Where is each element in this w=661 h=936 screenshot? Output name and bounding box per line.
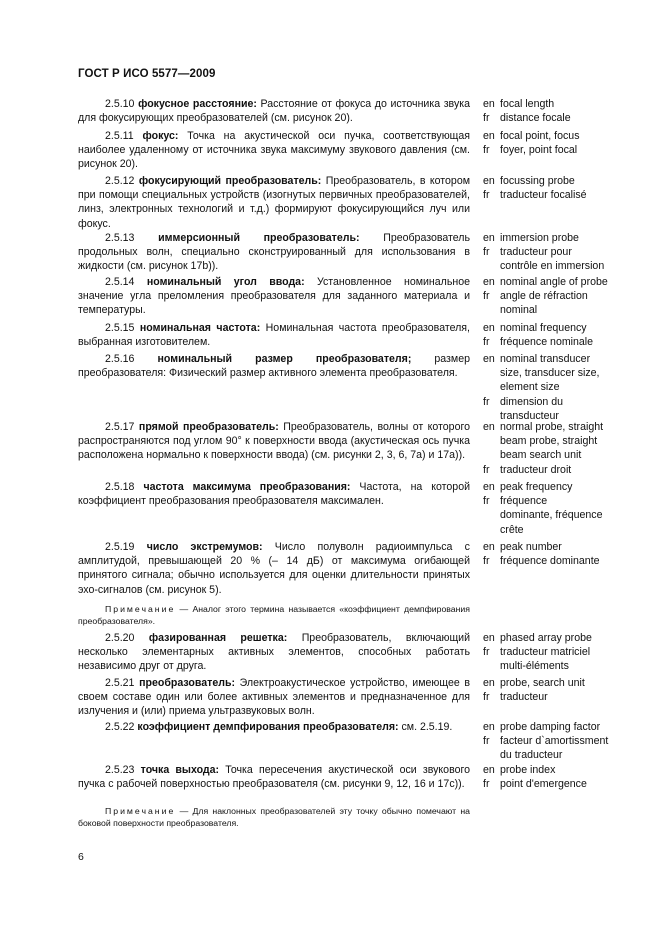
translation-line — [483, 245, 628, 259]
translation-text: traducteur pour — [500, 246, 572, 259]
term-number: 2.5.14 — [105, 276, 135, 288]
language-code — [483, 523, 500, 537]
term-definition-text: Преобразователь продольных волн, специально сконструированный для использования в жидкости (см. рисунок 17b)). — [78, 232, 470, 273]
term-translations — [483, 763, 628, 791]
term-translations — [483, 676, 628, 704]
term-translations — [483, 231, 628, 274]
language-code — [483, 303, 500, 317]
term-title: номинальный угол ввода: — [146, 276, 305, 288]
term-number: 2.5.22 — [105, 721, 135, 733]
term-definition — [78, 352, 470, 380]
translation-text: peak frequency — [500, 481, 573, 493]
term-definition — [78, 631, 470, 674]
translation-text: traducteur focalisé — [500, 189, 587, 202]
term-title: точка выхода: — [140, 764, 220, 776]
language-code: en — [483, 353, 495, 365]
term-title: фокусное расстояние: — [138, 98, 257, 110]
language-code: fr — [483, 691, 490, 704]
translation-line — [483, 434, 628, 448]
term-definition — [78, 420, 470, 463]
language-code: en — [483, 764, 495, 776]
term-definition — [78, 480, 470, 508]
language-code: fr — [483, 735, 490, 748]
term-definition-text: см. 2.5.19. — [401, 721, 453, 733]
translation-text: phased array probe — [500, 632, 592, 644]
term-number: 2.5.10 — [105, 98, 135, 110]
translation-line — [483, 494, 628, 508]
language-code: en — [483, 98, 495, 110]
translation-line — [483, 448, 628, 462]
translation-line — [483, 352, 628, 366]
translation-line — [483, 395, 628, 409]
term-definition — [78, 275, 470, 318]
note-2-5-23 — [78, 805, 470, 829]
term-number: 2.5.20 — [105, 632, 135, 644]
term-translations — [483, 97, 628, 125]
term-definition — [78, 763, 470, 791]
translation-line — [483, 420, 628, 434]
term-translations — [483, 129, 628, 157]
translation-line — [483, 676, 628, 690]
translation-text: beam search unit — [500, 449, 582, 462]
translation-line — [483, 289, 628, 303]
translation-line — [483, 540, 628, 554]
term-number: 2.5.19 — [105, 541, 135, 553]
translation-line — [483, 188, 628, 202]
note-label: Примечание — [105, 604, 176, 614]
translation-text: fréquence nominale — [500, 336, 594, 349]
language-code: fr — [483, 555, 490, 568]
translation-text: normal probe, straight — [500, 421, 604, 433]
language-code: en — [483, 481, 495, 493]
translation-text: foyer, point focal — [500, 144, 578, 157]
translation-line — [483, 748, 628, 762]
language-code: en — [483, 130, 495, 142]
translation-line — [483, 129, 628, 143]
translation-text: focussing probe — [500, 175, 575, 187]
translation-text: dominante, fréquence — [500, 509, 603, 522]
term-definition — [78, 97, 470, 125]
translation-text: peak number — [500, 541, 562, 553]
translation-line — [483, 97, 628, 111]
translation-line — [483, 720, 628, 734]
translation-text: traducteur — [500, 691, 548, 704]
term-definition — [78, 676, 470, 719]
language-code: fr — [483, 336, 490, 349]
translation-text: probe index — [500, 764, 556, 776]
term-definition-text: Частота, на которой коэффициент преобразования преобразователя максимален. — [78, 481, 471, 508]
term-translations — [483, 720, 628, 763]
language-code: en — [483, 632, 495, 644]
translation-text: probe, search unit — [500, 677, 585, 689]
translation-line — [483, 111, 628, 125]
term-definition-text: Преобразователь, в котором при помощи специальных устройств (изогнутых первичных преобразователей, линз, электронных технологий и т.д.) формируют фокусирующийся луч или фокус. — [78, 175, 470, 230]
term-number: 2.5.17 — [105, 421, 135, 433]
language-code: en — [483, 541, 495, 553]
term-title: прямой преобразователь: — [138, 421, 279, 433]
translation-line — [483, 143, 628, 157]
translation-line — [483, 508, 628, 522]
translation-line — [483, 631, 628, 645]
language-code: fr — [483, 395, 490, 408]
translation-line — [483, 659, 628, 673]
term-definition — [78, 540, 470, 597]
term-definition-text: Номинальная частота преобразователя, выбранная изготовителем. — [78, 322, 470, 349]
term-translations — [483, 174, 628, 202]
language-code — [483, 380, 500, 394]
term-title: иммерсионный преобразователь: — [158, 232, 360, 244]
translation-text: nominal angle of probe — [500, 276, 608, 288]
term-number: 2.5.23 — [105, 764, 135, 776]
term-definition-text: Преобразователь, волны от которого распространяются под углом 90° к поверхности ввода (акустическая ось пучка расположена нормально к поверхности ввода) (см. рисунки 2, 3, 6, 7а) и 17а)). — [78, 421, 470, 462]
translation-text: beam probe, straight — [500, 435, 598, 448]
page-number: 6 — [78, 851, 84, 863]
term-definition-text: Расстояние от фокуса до источника звука для фокусирующих преобразователей (см. рисунок 20). — [78, 98, 470, 125]
language-code — [483, 659, 500, 673]
term-title: фокус: — [142, 130, 179, 142]
language-code: fr — [483, 463, 490, 476]
term-number: 2.5.12 — [105, 175, 135, 187]
term-title: частота максимума преобразования: — [143, 481, 351, 493]
translation-text: facteur d`amortissment — [500, 735, 609, 748]
translation-text: size, transducer size, — [500, 367, 600, 380]
translation-line — [483, 690, 628, 704]
translation-line — [483, 734, 628, 748]
language-code: en — [483, 232, 495, 244]
term-definition — [78, 174, 470, 231]
language-code: fr — [483, 112, 490, 125]
translation-line — [483, 174, 628, 188]
language-code: fr — [483, 144, 490, 157]
translation-line — [483, 275, 628, 289]
translation-text: distance focale — [500, 112, 571, 125]
term-title: номинальный размер преобразователя; — [157, 353, 412, 365]
note-label: Примечание — [105, 806, 176, 816]
translation-line — [483, 645, 628, 659]
translation-line — [483, 259, 628, 273]
language-code: en — [483, 421, 495, 433]
translation-line — [483, 777, 628, 791]
term-title: фокусирующий преобразователь: — [138, 175, 322, 187]
translation-line — [483, 380, 628, 394]
language-code — [483, 366, 500, 380]
language-code: en — [483, 721, 495, 733]
term-translations — [483, 275, 628, 318]
term-definition-text: Установленное номинальное значение угла преломления преобразователя для заданного материала и температуры. — [78, 276, 470, 317]
translation-text: angle de réfraction — [500, 290, 588, 303]
term-definition-text: Электроакустическое устройство, имеющее в своем составе один или более активных элементов и предназначенное для излучения и (или) приема ультразвуковых волн. — [78, 677, 470, 718]
term-title: преобразователь: — [139, 677, 235, 689]
term-number: 2.5.15 — [105, 322, 135, 334]
language-code: en — [483, 677, 495, 689]
term-definition — [78, 321, 470, 349]
translation-line — [483, 463, 628, 477]
translation-line — [483, 366, 628, 380]
translation-text: element size — [500, 381, 560, 394]
term-number: 2.5.16 — [105, 353, 135, 365]
language-code: fr — [483, 246, 490, 259]
language-code: en — [483, 175, 495, 187]
term-definition-text: Точка на акустической оси пучка, соответствующая наиболее удаленному от источника звука максимуму звукового давления (см. рисунок 20). — [78, 130, 470, 171]
translation-line — [483, 335, 628, 349]
term-translations — [483, 420, 628, 477]
note-2-5-19 — [78, 603, 470, 627]
term-translations — [483, 540, 628, 568]
term-number: 2.5.21 — [105, 677, 135, 689]
translation-text: contrôle en immersion — [500, 260, 605, 273]
translation-line — [483, 303, 628, 317]
language-code: fr — [483, 495, 490, 508]
translation-text: focal length — [500, 98, 555, 110]
translation-text: multi-éléments — [500, 660, 569, 673]
term-title: коэффициент демпфирования преобразователя: — [137, 721, 399, 733]
translation-text: nominal — [500, 304, 538, 317]
translation-text: point d'emergence — [500, 778, 587, 791]
translation-line — [483, 554, 628, 568]
term-definition — [78, 231, 470, 274]
language-code: fr — [483, 189, 490, 202]
term-definition-text: Преобразователь, включающий несколько элементарных активных элементов, способных работать независимо друг от друга. — [78, 632, 470, 673]
term-title: число экстремумов: — [146, 541, 263, 553]
term-definition — [78, 129, 470, 172]
translation-text: crête — [500, 523, 524, 536]
note-text: — Для наклонных преобразователей эту точку обычно помечают на боковой поверхности преобразователя. — [78, 806, 470, 828]
translation-text: probe damping factor — [500, 721, 601, 733]
term-translations — [483, 631, 628, 674]
translation-text: nominal transducer — [500, 353, 591, 365]
language-code — [483, 259, 500, 273]
translation-text: immersion probe — [500, 232, 579, 244]
translation-text: focal point, focus — [500, 130, 580, 142]
translation-text: traducteur matriciel — [500, 646, 591, 659]
translation-text: fréquence dominante — [500, 555, 600, 568]
language-code — [483, 448, 500, 462]
term-translations — [483, 352, 628, 423]
language-code: fr — [483, 290, 490, 303]
note-text: — Аналог этого термина называется «коэффициент демпфирования преобразователя». — [78, 604, 470, 626]
language-code: fr — [483, 646, 490, 659]
document-header: ГОСТ Р ИСО 5577—2009 — [78, 68, 216, 80]
translation-line — [483, 763, 628, 777]
term-definition — [78, 720, 470, 734]
language-code: fr — [483, 778, 490, 791]
term-number: 2.5.13 — [105, 232, 135, 244]
language-code — [483, 508, 500, 522]
language-code: en — [483, 322, 495, 334]
translation-text: du traducteur — [500, 749, 563, 762]
translation-text: nominal frequency — [500, 322, 587, 334]
translation-line — [483, 321, 628, 335]
translation-text: traducteur droit — [500, 463, 572, 476]
translation-text: fréquence — [500, 495, 548, 508]
translation-line — [483, 231, 628, 245]
term-translations — [483, 480, 628, 537]
term-definition-text: размер преобразователя: Физический размер активного элемента преобразователя. — [78, 353, 470, 380]
language-code: en — [483, 276, 495, 288]
translation-line — [483, 480, 628, 494]
language-code — [483, 748, 500, 762]
term-title: номинальная частота: — [139, 322, 261, 334]
term-definition-text: Точка пересечения акустической оси звукового пучка с рабочей поверхностью преобразователя (см. рисунки 9, 12, 16 и 17с)). — [78, 764, 470, 791]
term-number: 2.5.18 — [105, 481, 135, 493]
term-definition-text: Число полуволн радиоимпульса с амплитудой, превышающей 20 % (– 14 дБ) от максимума огибающей принятого сигнала; обычно используется для оценки длительности принятых эхо-сигналов (см. рисунок 5). — [78, 541, 470, 596]
term-translations — [483, 321, 628, 349]
term-number: 2.5.11 — [105, 130, 134, 142]
translation-text: transducteur — [500, 409, 559, 422]
term-title: фазированная решетка: — [148, 632, 288, 644]
translation-text: dimension du — [500, 395, 564, 408]
translation-line — [483, 523, 628, 537]
language-code — [483, 434, 500, 448]
